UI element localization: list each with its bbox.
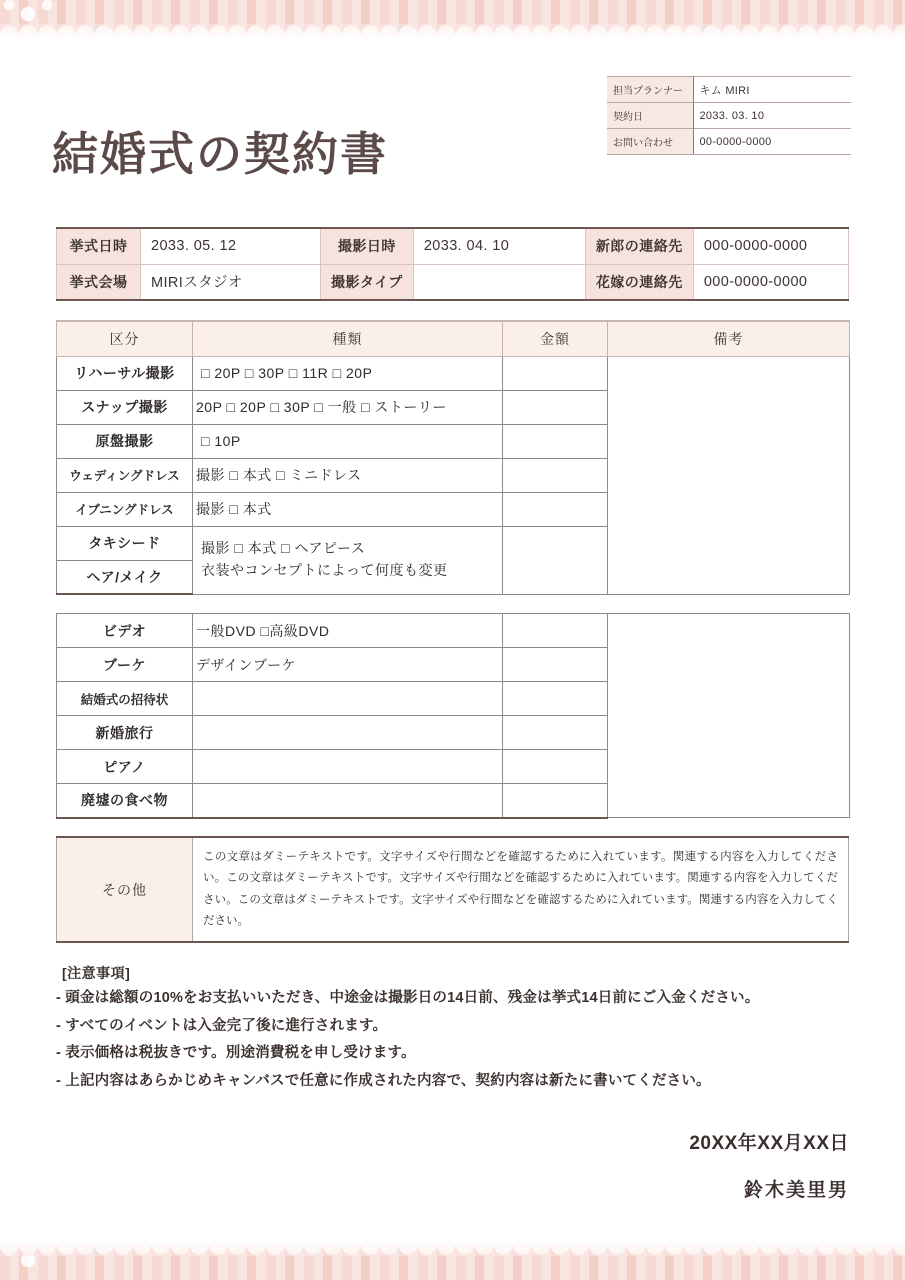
table-row bbox=[57, 264, 849, 300]
lace-fade-bottom bbox=[0, 1240, 905, 1256]
item-amount-honeymoon[interactable] bbox=[503, 716, 608, 750]
note-line-4: - 上記内容はあらかじめキャンバスで任意に作成された内容で、契約内容は新たに書いてください。 bbox=[56, 1072, 711, 1089]
item-kind-invitation bbox=[193, 682, 503, 716]
info-value-shoot-type bbox=[413, 264, 585, 300]
planner-label-0: 担当プランナー bbox=[607, 77, 693, 103]
item-amount-rehearsal[interactable] bbox=[503, 356, 608, 390]
note-line-1: - 頭金は総額の10%をお支払いいただき、中途金は撮影日の14日前、残金は挙式14日前にご入金ください。 bbox=[56, 990, 760, 1006]
item-amount-food[interactable] bbox=[503, 784, 608, 818]
item-amount-snap[interactable] bbox=[503, 390, 608, 424]
item-division-wedding-dress: ウェディングドレス bbox=[57, 458, 193, 492]
notes-heading: [注意事項] bbox=[62, 965, 131, 981]
item-amount-piano[interactable] bbox=[503, 750, 608, 784]
info-label-shoot-date: 撮影日時 bbox=[321, 228, 414, 264]
signature-date: 20XX年XX月XX日 bbox=[689, 1133, 849, 1154]
item-kind-video: 一般DVD □高級DVD bbox=[193, 614, 503, 648]
column-header-note: 備考 bbox=[608, 321, 850, 356]
planner-label-1: 契約日 bbox=[607, 103, 693, 129]
other-memo-table bbox=[56, 836, 849, 943]
item-kind-master: □ 10P bbox=[193, 424, 503, 458]
note-line-2: - すべてのイベントは入金完了後に進行されます。 bbox=[56, 1017, 388, 1034]
info-label-venue: 挙式会場 bbox=[57, 264, 141, 300]
item-division-evening-dress: イブニングドレス bbox=[57, 492, 193, 526]
column-header-kind: 種類 bbox=[193, 321, 503, 356]
item-amount-wedding-dress[interactable] bbox=[503, 458, 608, 492]
table-header-row bbox=[57, 321, 850, 356]
item-note-block-1[interactable] bbox=[608, 356, 850, 594]
item-division-snap: スナップ撮影 bbox=[57, 390, 193, 424]
item-kind-wedding-dress: 撮影 □ 本式 □ ミニドレス bbox=[193, 458, 503, 492]
info-value-ceremony-date: 2033. 05. 12 bbox=[141, 228, 321, 264]
item-kind-rehearsal: □ 20P □ 30P □ 11R □ 20P bbox=[193, 356, 503, 390]
page-title: 結婚式の契約書 bbox=[52, 129, 388, 180]
event-info-table bbox=[56, 227, 849, 301]
planner-value-1: 2033. 03. 10 bbox=[693, 103, 851, 129]
item-division-food: 廃墟の食べ物 bbox=[57, 784, 193, 818]
item-kind-snap: 20P □ 20P □ 30P □ 一般 □ ストーリー bbox=[193, 390, 503, 424]
planner-value-0: キム MIRI bbox=[693, 77, 851, 103]
planner-label-2: お問い合わせ bbox=[607, 129, 693, 155]
item-amount-evening-dress[interactable] bbox=[503, 492, 608, 526]
info-value-bride-contact: 000-0000-0000 bbox=[693, 264, 848, 300]
item-kind-evening-dress: 撮影 □ 本式 bbox=[193, 492, 503, 526]
item-kind-honeymoon bbox=[193, 716, 503, 750]
table-row bbox=[607, 129, 851, 155]
item-kind-bouquet: デザインブーケ bbox=[193, 648, 503, 682]
table-row bbox=[57, 837, 849, 942]
info-label-bride-contact: 花嫁の連絡先 bbox=[585, 264, 693, 300]
column-header-division: 区分 bbox=[57, 321, 193, 356]
item-kind-food bbox=[193, 784, 503, 818]
table-row bbox=[57, 228, 849, 264]
other-text-body[interactable]: この文章はダミーテキストです。文字サイズや行間などを確認するために入れています。関連する内容を入力してください。この文章はダミーテキストです。文字サイズや行間などを確認するために入れています。関連する内容を入力してください。この文章はダミーテキストです。文字サイズや行間などを確認するために入れています。関連する内容を入力してください。 bbox=[193, 837, 849, 942]
item-division-piano: ピアノ bbox=[57, 750, 193, 784]
planner-value-2: 00-0000-0000 bbox=[693, 129, 851, 155]
planner-info-table bbox=[607, 76, 851, 155]
column-header-amount: 金額 bbox=[503, 321, 608, 356]
item-division-bouquet: ブーケ bbox=[57, 648, 193, 682]
item-amount-video[interactable] bbox=[503, 614, 608, 648]
item-division-tuxedo: タキシード bbox=[57, 526, 193, 560]
items-table-block-2 bbox=[56, 613, 850, 819]
item-kind-line-hairmake: 衣装やコンセプトによって何度も変更 bbox=[201, 562, 448, 578]
info-label-groom-contact: 新郎の連絡先 bbox=[585, 228, 693, 264]
info-value-venue: MIRIスタジオ bbox=[141, 264, 321, 300]
table-row bbox=[607, 77, 851, 103]
info-label-shoot-type: 撮影タイプ bbox=[321, 264, 414, 300]
item-amount-invitation[interactable] bbox=[503, 682, 608, 716]
item-amount-bouquet[interactable] bbox=[503, 648, 608, 682]
item-division-hair-makeup: ヘア/メイク bbox=[57, 560, 193, 594]
item-division-rehearsal: リハーサル撮影 bbox=[57, 356, 193, 390]
info-value-shoot-date: 2033. 04. 10 bbox=[413, 228, 585, 264]
items-table-block-1 bbox=[56, 320, 850, 595]
item-division-invitation: 結婚式の招待状 bbox=[57, 682, 193, 716]
signature-name: 鈴木美里男 bbox=[743, 1180, 849, 1201]
item-kind-line-tuxedo: 撮影 □ 本式 □ ヘアピース bbox=[201, 540, 366, 557]
item-amount-tuxedo-hairmake[interactable] bbox=[503, 526, 608, 594]
table-row bbox=[607, 103, 851, 129]
item-division-master: 原盤撮影 bbox=[57, 424, 193, 458]
signature-block bbox=[689, 1128, 849, 1202]
item-kind-tuxedo-hairmake bbox=[193, 526, 503, 594]
lace-fade-top bbox=[0, 24, 905, 40]
other-label: その他 bbox=[57, 837, 193, 942]
item-note-block-2[interactable] bbox=[608, 614, 850, 818]
info-label-ceremony-date: 挙式日時 bbox=[57, 228, 141, 264]
item-kind-piano bbox=[193, 750, 503, 784]
table-row bbox=[57, 356, 850, 390]
item-division-video: ビデオ bbox=[57, 614, 193, 648]
notes-section bbox=[56, 963, 856, 1101]
info-value-groom-contact: 000-0000-0000 bbox=[693, 228, 848, 264]
item-amount-master[interactable] bbox=[503, 424, 608, 458]
item-division-honeymoon: 新婚旅行 bbox=[57, 716, 193, 750]
table-row bbox=[57, 614, 850, 648]
note-line-3: - 表示価格は税抜きです。別途消費税を申し受けます。 bbox=[56, 1045, 416, 1061]
